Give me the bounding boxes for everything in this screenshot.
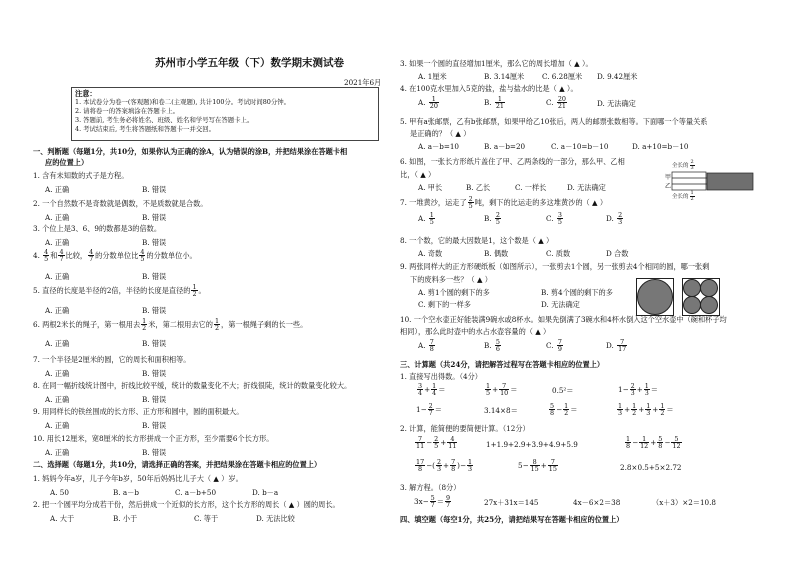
choice-option: A. $\frac{1}{5}$ <box>418 211 434 227</box>
option-a: A. 正确 <box>45 448 70 457</box>
choice-option: B. $\frac{5}{6}$ <box>484 338 500 354</box>
calc-expr: 1− $\frac{2}{3}$ + $\frac{1}{3}$ ＝ <box>618 382 658 398</box>
choice-option: C. 6.28厘米 <box>542 72 583 81</box>
choice-option: A. 大于 <box>50 514 75 523</box>
choice-q3: 3. 如果一个圆的直径增加1厘米，那么它的周长增加（ ▲ ）。 <box>400 59 593 68</box>
page-title: 苏州市小学五年级（下）数学期末测试卷 <box>155 57 344 69</box>
option-a: A. 正确 <box>45 185 70 194</box>
calc-expr: $\frac{1}{8}$ − $\frac{1}{12}$ + $\frac{5}{8}$ − $\frac{5}{12}$ <box>626 435 681 451</box>
choice-q10: 10. 一个空水壶正好能装满9碗水或8杯水。如果先倒满了3碗水和4杯水倒入这个空水壶中（碗和杯子均 <box>400 315 727 324</box>
calc-expr: 2.8×0.5+5×2.72 <box>620 463 682 472</box>
option-b: B. 错误 <box>142 272 167 281</box>
cut-circle <box>700 279 718 297</box>
choice-option: D. 无法确定 <box>541 300 580 309</box>
choice-option: C. a－b+50 <box>175 488 217 497</box>
option-a: A. 正确 <box>45 238 70 247</box>
choice-option: C. $\frac{7}{9}$ <box>546 338 562 354</box>
equation: 27x＋31x＝145 <box>484 498 539 507</box>
judge-q6: 6. 两根2米长的绳子，第一根用去 $\frac{1}{2}$ 米，第二根用去它的 $\frac{1}{2}$ ，第一根绳子剩的长一些。 <box>33 317 308 333</box>
notice-item: 1. 本试卷分为卷一(客观题)和卷二(主观题), 共计100分。考试时间80分钟。 <box>75 98 291 106</box>
judge-q9: 9. 用同样长的铁丝围成的长方形、正方形和圆中，圆的面积最大。 <box>33 407 244 416</box>
choice-option: C. 一样长 <box>515 183 547 192</box>
section-4-header: 四、填空题（每空1分，共25分，请把结果写在答题卡相应的位置上） <box>400 515 624 524</box>
choice-option: C. $\frac{20}{21}$ <box>546 95 566 111</box>
cut-circle <box>700 296 718 314</box>
figure-label: 乙 <box>665 183 672 190</box>
option-a: A. 正确 <box>45 369 70 378</box>
calc-part-2-title: 2. 计算，能简便的要简便计算。（12分） <box>400 424 530 433</box>
notice-item: 4. 考试结束后, 考生将答题纸和答题卡一并交回。 <box>75 125 216 133</box>
option-b: B. 错误 <box>142 339 167 348</box>
choice-option: D. b－a <box>252 488 279 497</box>
figure-label: 全长的 $\frac{2}{3}$ <box>672 159 694 171</box>
choice-option: C. a－10=b－10 <box>551 142 609 151</box>
choice-option: C. 剩下的一样多 <box>418 300 471 309</box>
choice-option: D. 无法比较 <box>256 514 295 523</box>
choice-q4: 4. 在100克水里加入5克的盐，盐与盐水的比是（ ▲ ）。 <box>400 84 578 93</box>
option-b: B. 错误 <box>142 395 167 404</box>
calc-expr: $\frac{1}{3}$ + $\frac{1}{2}$ + $\frac{1}{3}$ + $\frac{1}{2}$ ＝ <box>618 402 674 418</box>
judge-q8: 8. 在同一幅折线统计图中，折线比较平缓，统计的数量变化不大；折线很陡，统计的数量变化较大。 <box>33 381 352 390</box>
choice-option: B. 剪4个圆的剩下的多 <box>541 288 613 297</box>
judge-q3: 3. 个位上是3、6、9的数都是3的倍数。 <box>33 224 162 233</box>
line-cover-figure <box>671 168 771 198</box>
option-a: A. 正确 <box>45 421 70 430</box>
choice-q9: 9. 两张同样大的正方形硬纸板（如图所示），一张剪去1个圆，另一张剪去4个相同的圆，哪一张剩 <box>400 262 710 271</box>
choice-q5-cont: 是正确的？（ ▲ ） <box>410 129 471 138</box>
judge-q1: 1. 含有未知数的式子是方程。 <box>33 171 129 180</box>
calc-expr: 1+1.9+2.9+3.9+4.9+5.9 <box>486 440 578 449</box>
cut-circle <box>683 279 701 297</box>
choice-option: B. $\frac{1}{21}$ <box>484 95 504 111</box>
choice-option: D. 9.42厘米 <box>597 72 638 81</box>
judge-q10: 10. 用长12厘米，宽8厘米的长方形拼成一个正方形，至少需要6个长方形。 <box>33 434 274 443</box>
calc-part-3-title: 3. 解方程。（8分） <box>400 483 461 492</box>
choice-option: B. a－b <box>113 488 139 497</box>
judge-q2: 2. 一个自然数不是奇数就是偶数，不是质数就是合数。 <box>33 199 208 208</box>
calc-expr: 3.14×8＝ <box>484 406 518 415</box>
figure-label: 甲 <box>665 174 672 181</box>
choice-option: D. 无法确定 <box>597 99 636 108</box>
cut-circle <box>637 279 673 315</box>
choice-option: A. a－b=10 <box>418 142 460 151</box>
choice-option: D. a+10=b－10 <box>632 142 689 151</box>
choice-q2: 2. 把一个圆平均分成若干份，然后拼成一个近似的长方形，这个长方形的周长（ ▲ ）圆的周长。 <box>33 500 340 509</box>
calc-expr: $\frac{1}{5}$ + $\frac{7}{10}$ ＝ <box>486 382 518 398</box>
calc-expr: 0.5²＝ <box>552 386 574 395</box>
option-a: A. 正确 <box>45 395 70 404</box>
judge-q4: 4. $\frac{4}{5}$ 和 $\frac{4}{7}$ 比较， $\frac{4}{7}$ 的分数单位比 $\frac{4}{5}$ 的分数单位小。 <box>33 248 197 264</box>
option-b: B. 错误 <box>142 213 167 222</box>
section-3-header: 三、计算题（共24分，请把解答过程写在答题卡相应的位置上） <box>400 360 605 369</box>
exam-date: 2021年6月 <box>344 78 382 87</box>
choice-option: B. 3.14厘米 <box>484 72 525 81</box>
choice-option: A. 甲长 <box>418 183 443 192</box>
choice-option: B. 偶数 <box>484 249 509 258</box>
choice-option: A. $\frac{1}{20}$ <box>418 95 438 111</box>
choice-option: D. $\frac{2}{3}$ <box>606 211 623 227</box>
equation: 3x− $\frac{5}{7}$ ＝ $\frac{9}{7}$ <box>414 494 451 510</box>
calc-part-1-title: 1. 直接写出得数。（4分） <box>400 372 482 381</box>
choice-option: A. 剪1个圆的剩下的多 <box>418 288 490 297</box>
judge-q5: 5. 直径的长度是半径的2倍，半径的长度是直径的 $\frac{1}{2}$ 。 <box>33 283 206 299</box>
equation: 4x－6×2＝38 <box>573 498 621 507</box>
choice-q8: 8. 一个数，它的最大因数是1，这个数是（ ▲ ） <box>400 236 554 245</box>
choice-q10-cont: 相同），那么此时壶中的水占水壶容量的（ ▲ ） <box>400 327 551 336</box>
calc-expr: $\frac{7}{11}$ − $\frac{2}{5}$ + $\frac{4}{11}$ <box>416 435 457 451</box>
notice-item: 3. 答题前, 考生务必将姓名、班级、姓名和学号写在答题卡上。 <box>75 116 254 124</box>
section-2-header: 二、选择题（每题1分，共10分，请选择正确的答案，并把结果涂在答题卡相应的位置上） <box>33 460 322 469</box>
choice-q7: 7. 一堆黄沙，运走了 $\frac{2}{5}$ 吨，剩下的比运走的多这堆黄沙的（ ▲ ） <box>400 195 608 211</box>
option-a: A. 正确 <box>45 339 70 348</box>
option-b: B. 错误 <box>142 185 167 194</box>
choice-q1: 1. 妈妈今年a岁，儿子今年b岁，50年后妈妈比儿子大（ ▲ ）岁。 <box>33 474 243 483</box>
choice-option: B. 乙长 <box>466 183 491 192</box>
calc-expr: $\frac{17}{8}$ −( $\frac{2}{3}$ + $\frac{7}{8}$ )− $\frac{1}{3}$ <box>416 458 473 474</box>
choice-option: D. 无法确定 <box>567 183 606 192</box>
option-b: B. 错误 <box>142 238 167 247</box>
option-a: A. 正确 <box>45 272 70 281</box>
choice-option: C. $\frac{3}{5}$ <box>546 211 562 227</box>
choice-option: C. 质数 <box>546 249 571 258</box>
choice-option: A. $\frac{7}{8}$ <box>418 338 434 354</box>
section-1-header: 一、判断题（每题1分，共10分，如果你认为正确的涂A，认为错误的涂B，并把结果涂在答题卡相 <box>33 147 348 156</box>
choice-option: A. 50 <box>50 488 69 497</box>
calc-expr: $\frac{5}{8}$ − $\frac{1}{2}$ ＝ <box>550 402 578 418</box>
choice-option: B. a－b=20 <box>484 142 526 151</box>
calc-expr: 5− $\frac{8}{15}$ + $\frac{7}{15}$ <box>518 458 557 474</box>
choice-q6-cont: 比，（ ▲ ） <box>400 170 436 179</box>
equation: （x＋3）×2＝10.8 <box>652 498 716 507</box>
option-b: B. 错误 <box>142 448 167 457</box>
choice-q5: 5. 甲有a张邮票，乙有b张邮票，如果甲给乙10张后，两人的邮票张数相等。下面哪一个等量关系 <box>400 117 708 126</box>
calc-expr: 1− $\frac{2}{7}$ ＝ <box>416 402 442 418</box>
option-b: B. 错误 <box>142 306 167 315</box>
option-a: A. 正确 <box>45 306 70 315</box>
judge-q7: 7. 一个半径是2厘米的圆，它的周长和面积相等。 <box>33 355 191 364</box>
choice-option: D 合数 <box>606 249 629 258</box>
figure-label: 全长的 $\frac{1}{2}$ <box>672 190 694 202</box>
choice-option: A. 奇数 <box>418 249 443 258</box>
notice-item: 2. 请将卷一的答案填涂在答题卡上。 <box>75 107 179 115</box>
calc-expr: $\frac{3}{4}$ + $\frac{1}{4}$ ＝ <box>418 382 446 398</box>
cut-circle <box>683 296 701 314</box>
choice-option: B. 小于 <box>113 514 138 523</box>
choice-q9-cont: 下的废料多一些？（ ▲ ） <box>410 275 492 284</box>
section-1-header-cont: 应的位置上） <box>45 158 89 167</box>
option-b: B. 错误 <box>142 369 167 378</box>
choice-option: D. $\frac{7}{17}$ <box>606 338 627 354</box>
option-a: A. 正确 <box>45 213 70 222</box>
choice-option: B. $\frac{2}{5}$ <box>484 211 500 227</box>
option-b: B. 错误 <box>142 421 167 430</box>
choice-option: C. 等于 <box>194 514 219 523</box>
notice-heading: 注意： <box>75 89 97 98</box>
choice-option: A. 1厘米 <box>418 72 447 81</box>
choice-q6: 6. 如图，一张长方形纸片盖住了甲、乙两条线的一部分，那么甲、乙相 <box>400 157 625 166</box>
